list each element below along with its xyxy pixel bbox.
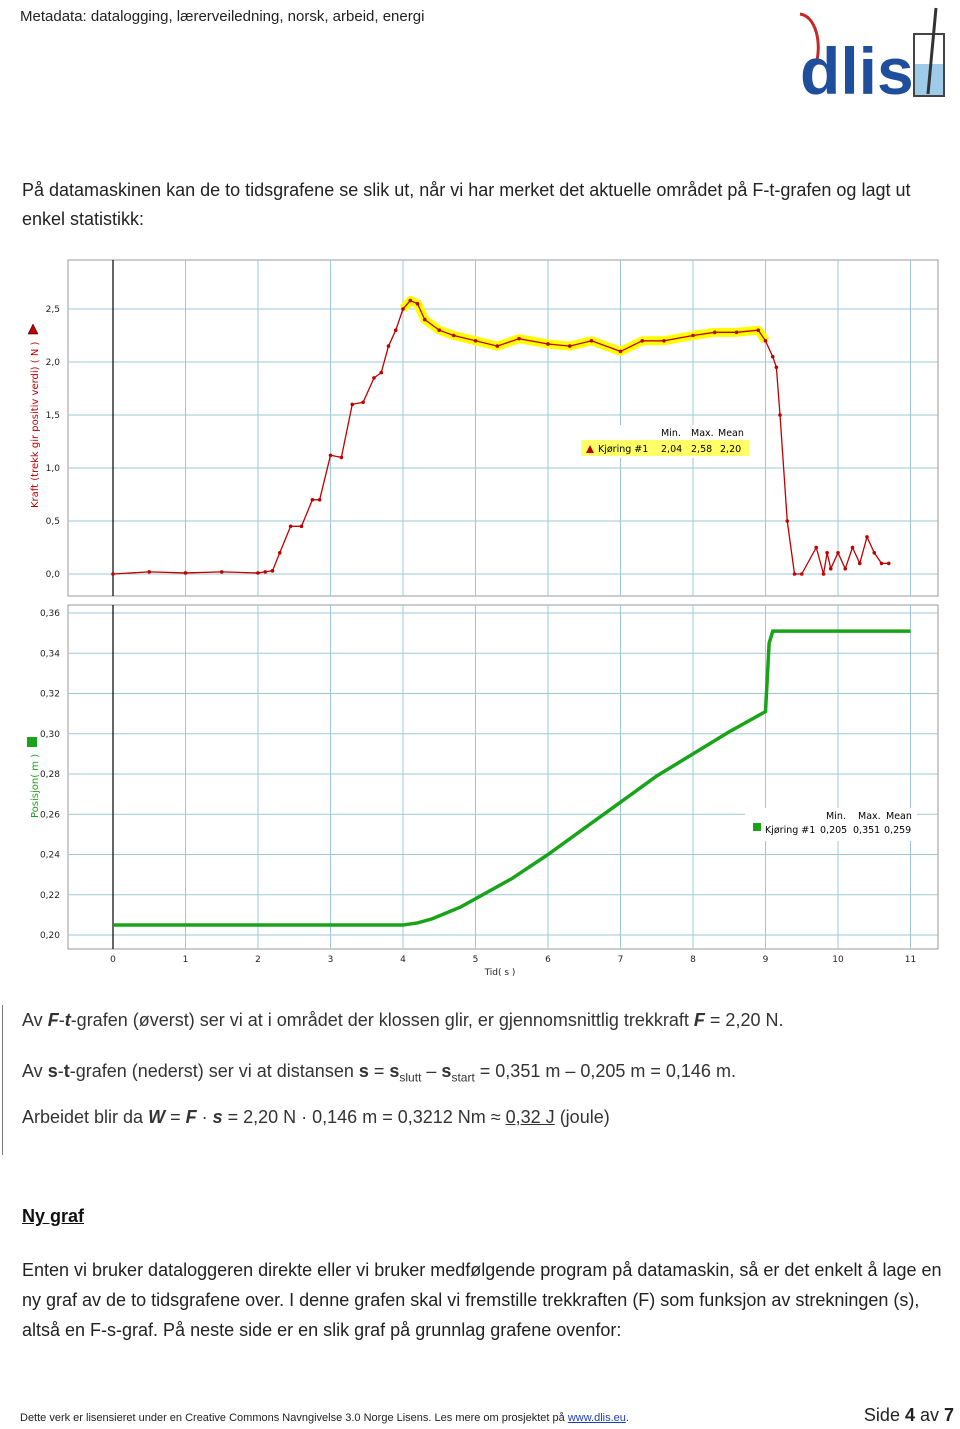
force-stats-run-label: Kjøring #1 — [598, 444, 649, 455]
force-data-point — [691, 334, 695, 338]
force-result-line: Av F-t-grafen (øverst) ser vi at i området der klossen glir, er gjennomsnittlig trekkraft F = 2,20 N. — [22, 1010, 784, 1030]
force-data-point — [350, 403, 354, 407]
intro-text: På datamaskinen kan de to tidsgrafene se slik ut, når vi har merket det aktuelle området på F-t-grafen og lagt ut enkel statistikk: — [22, 180, 911, 229]
document-metadata: Metadata: datalogging, lærerveiledning, norsk, arbeid, energi — [20, 8, 425, 25]
force-stats-box — [580, 425, 749, 458]
force-y-tick-label: 0,0 — [45, 570, 60, 580]
x-tick-label: 10 — [832, 955, 844, 965]
page-number: Side 4 av 7 — [863, 1405, 954, 1425]
force-data-point — [517, 337, 521, 341]
position-stats-series-icon — [753, 823, 761, 831]
position-x-axis-label: Tid( s ) — [484, 968, 516, 978]
position-stats-mean-header: Mean — [886, 811, 912, 822]
position-y-tick-label: 0,24 — [39, 850, 60, 861]
force-stats-mean: 2,20 — [720, 444, 742, 455]
position-y-tick-label: 0,32 — [39, 689, 60, 700]
force-data-point — [836, 551, 840, 555]
position-stats-min: 0,205 — [820, 825, 848, 836]
position-y-tick-label: 0,20 — [39, 931, 60, 941]
force-data-point — [568, 344, 572, 348]
x-tick-label: 6 — [545, 955, 551, 965]
position-y-tick-label: 0,26 — [39, 810, 60, 821]
force-time-chart — [20, 258, 940, 598]
force-y-axis-label: Kraft (trekk gir positiv verdi) ( N ) — [30, 341, 41, 508]
dlis-logo — [796, 4, 954, 104]
force-data-point — [111, 572, 115, 576]
force-data-point — [829, 567, 833, 571]
force-stats-max-header: Max. — [691, 428, 714, 439]
force-data-point — [263, 570, 267, 574]
force-stats-mean-header: Mean — [718, 428, 744, 439]
force-data-point — [619, 350, 623, 354]
position-time-chart — [20, 603, 940, 983]
force-data-point — [394, 328, 398, 332]
force-data-point — [256, 571, 260, 575]
dlis-link[interactable]: www.dlis.eu — [567, 1412, 626, 1424]
force-series-marker-icon — [28, 324, 38, 334]
position-y-tick-label: 0,28 — [39, 770, 60, 780]
force-stats-max: 2,58 — [691, 444, 713, 455]
force-data-point — [495, 344, 499, 348]
force-data-point — [278, 551, 282, 555]
force-data-point — [423, 318, 427, 322]
force-data-point — [340, 456, 344, 460]
force-data-point — [735, 331, 739, 335]
force-data-point — [662, 339, 666, 343]
force-data-point — [800, 572, 804, 576]
x-tick-label: 8 — [690, 955, 696, 965]
force-data-point — [590, 339, 594, 343]
force-data-point — [880, 562, 884, 566]
x-tick-label: 7 — [617, 955, 624, 965]
force-data-point — [311, 498, 315, 502]
force-data-point — [713, 331, 717, 335]
x-tick-label: 5 — [472, 955, 479, 965]
force-data-point — [822, 572, 826, 576]
force-data-point — [184, 571, 188, 575]
x-tick-label: 2 — [255, 955, 261, 965]
force-data-point — [416, 302, 420, 306]
force-y-tick-label: 1,0 — [45, 464, 60, 474]
force-data-point — [771, 355, 775, 359]
force-data-point — [271, 569, 275, 573]
position-y-tick-label: 0,36 — [39, 609, 60, 619]
force-stats-min-header: Min. — [661, 428, 681, 439]
x-tick-label: 11 — [904, 955, 917, 965]
force-data-point — [379, 371, 383, 375]
force-y-tick-label: 0,5 — [45, 517, 60, 527]
force-data-point — [778, 413, 782, 417]
position-series-marker-icon — [27, 737, 37, 747]
x-tick-label: 3 — [327, 955, 334, 965]
force-data-point — [825, 551, 829, 555]
force-data-point — [387, 344, 391, 348]
force-data-point — [640, 339, 644, 343]
force-data-point — [361, 400, 365, 404]
position-stats-run-label: Kjøring #1 — [765, 825, 816, 836]
force-data-point — [775, 366, 779, 370]
force-data-point — [546, 342, 550, 346]
force-data-point — [793, 572, 797, 576]
force-data-point — [372, 376, 376, 380]
force-data-point — [401, 307, 405, 311]
force-data-point — [289, 525, 293, 529]
force-data-point — [300, 525, 304, 529]
force-data-point — [851, 546, 855, 550]
force-data-point — [220, 570, 224, 574]
force-y-tick-label: 1,5 — [45, 411, 60, 421]
position-stats-min-header: Min. — [826, 811, 846, 822]
work-result-line: Arbeidet blir da W = F · s = 2,20 N · 0,146 m = 0,3212 Nm ≈ 0,32 J (joule) — [22, 1107, 610, 1127]
footer-license: Dette verk er lisensieret under en Creative Commons Navngivelse 3.0 Norge Lisens. Les mere om prosjektet på www.dlis.eu. — [20, 1412, 629, 1424]
x-tick-label: 9 — [762, 955, 769, 965]
position-y-tick-label: 0,34 — [39, 649, 60, 660]
force-data-point — [437, 328, 441, 332]
force-data-point — [764, 339, 768, 343]
position-y-tick-label: 0,30 — [39, 729, 60, 740]
distance-result-line: Av s-t-grafen (nederst) ser vi at distansen $s = s_{slutt} - s_{start} = 0,351$ m – 0,205 m = 0,146 m. — [22, 1061, 736, 1085]
position-stats-max: 0,351 — [853, 825, 881, 836]
logo-text: dlis — [800, 34, 914, 104]
force-data-point — [452, 334, 456, 338]
force-data-point — [147, 570, 151, 574]
position-stats-mean: 0,259 — [884, 825, 912, 836]
force-data-point — [872, 551, 876, 555]
position-stats-box — [745, 808, 917, 841]
force-data-point — [318, 498, 322, 502]
force-stats-min: 2,04 — [661, 444, 683, 455]
section-paragraph: Enten vi bruker dataloggeren direkte eller vi bruker medfølgende program på datamaskin, så er det enkelt å lage en ny graf av de to tidsgrafene over. I denne grafen skal vi fremstille trekkraften (F) som funksjon av strekningen (s), altså en F-s-graf. På neste side er en slik graf på grunnlag grafene ovenfor: — [22, 1260, 942, 1340]
x-tick-label: 4 — [400, 955, 406, 965]
force-data-point — [785, 519, 789, 523]
force-y-tick-label: 2,0 — [45, 358, 60, 368]
force-data-point — [756, 328, 760, 332]
force-data-point — [843, 567, 847, 571]
force-y-tick-label: 2,5 — [45, 305, 60, 315]
force-data-point — [474, 339, 478, 343]
section-title: Ny graf — [22, 1206, 85, 1226]
force-data-point — [408, 299, 412, 303]
position-y-axis-label: Posisjon( m ) — [30, 753, 41, 818]
position-stats-max-header: Max. — [858, 811, 881, 822]
force-data-point — [865, 535, 869, 539]
margin-bar — [2, 1005, 3, 1155]
x-tick-label: 1 — [182, 955, 189, 965]
position-y-tick-label: 0,22 — [39, 890, 60, 901]
force-data-point — [858, 562, 862, 566]
force-data-point — [814, 546, 818, 550]
x-tick-label: 0 — [110, 955, 116, 965]
force-data-point — [887, 562, 891, 566]
force-data-point — [329, 453, 333, 457]
